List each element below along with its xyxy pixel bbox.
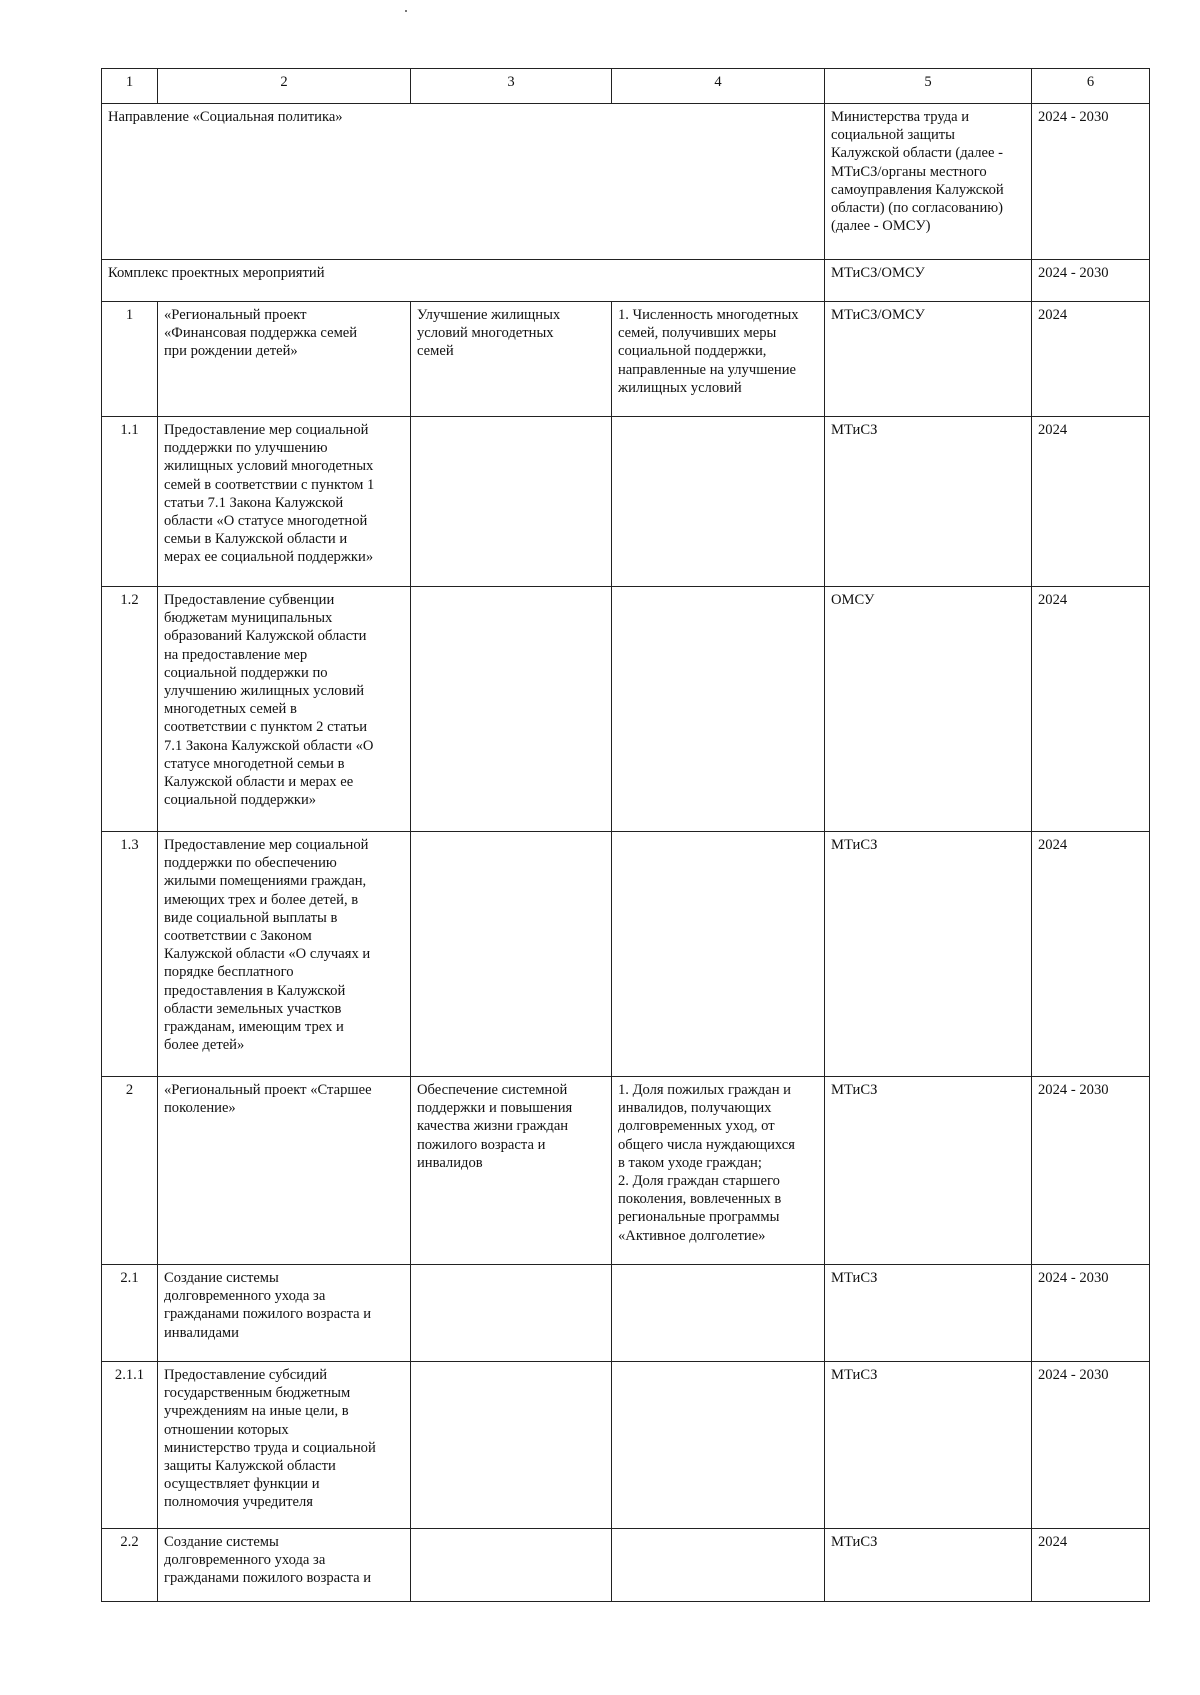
row-indicator: 1. Доля пожилых граждан и инвалидов, получающих долговременных уход, от общего числа нуждающихся в таком уходе граждан; 2. Доля граждан старшего поколения, вовлеченных в региональные программы «Активное долголетие» (612, 1077, 825, 1265)
row-responsible: МТиСЗ (825, 1362, 1032, 1529)
header-cell-3: 3 (411, 69, 612, 104)
header-row (102, 69, 1150, 104)
row-indicator: 1. Численность многодетных семей, получивших меры социальной поддержки, направленные на улучшение жилищных условий (612, 302, 825, 417)
table-row (102, 1265, 1150, 1362)
scan-dot (405, 10, 407, 12)
row-task (411, 1265, 612, 1362)
measures-table (101, 68, 1150, 1602)
complex-row (102, 260, 1150, 302)
row-task (411, 1529, 612, 1602)
table-row (102, 417, 1150, 587)
row-responsible: МТиСЗ (825, 1077, 1032, 1265)
row-task: Обеспечение системной поддержки и повышения качества жизни граждан пожилого возраста и инвалидов (411, 1077, 612, 1265)
row-name: Предоставление субсидий государственным бюджетным учреждениям на иные цели, в отношении которых министерство труда и социальной защиты Калужской области осуществляет функции и полномочия учредителя (158, 1362, 411, 1529)
row-name: «Региональный проект «Старшее поколение» (158, 1077, 411, 1265)
row-number: 2.1.1 (102, 1362, 158, 1529)
row-responsible: МТиСЗ (825, 1265, 1032, 1362)
row-responsible: МТиСЗ/ОМСУ (825, 302, 1032, 417)
header-cell-2: 2 (158, 69, 411, 104)
table-row (102, 302, 1150, 417)
direction-period: 2024 - 2030 (1032, 104, 1150, 260)
row-name: Создание системы долговременного ухода за гражданами пожилого возраста и (158, 1529, 411, 1602)
row-number: 1 (102, 302, 158, 417)
row-responsible: МТиСЗ (825, 832, 1032, 1077)
row-indicator (612, 1362, 825, 1529)
table-row (102, 1362, 1150, 1529)
header-cell-1: 1 (102, 69, 158, 104)
table-row (102, 587, 1150, 832)
row-number: 1.1 (102, 417, 158, 587)
table-row (102, 832, 1150, 1077)
row-task (411, 832, 612, 1077)
row-period: 2024 (1032, 417, 1150, 587)
row-indicator (612, 832, 825, 1077)
row-number: 2.2 (102, 1529, 158, 1602)
row-name: Предоставление мер социальной поддержки по улучшению жилищных условий многодетных семей в соответствии с пунктом 1 статьи 7.1 Закона Калужской области «О статусе многодетной семьи в Калужской области и мерах ее социальной поддержки» (158, 417, 411, 587)
row-name: «Региональный проект «Финансовая поддержка семей при рождении детей» (158, 302, 411, 417)
direction-responsible: Министерства труда и социальной защиты Калужской области (далее - МТиСЗ/органы местного самоуправления Калужской области) (по согласованию) (далее - ОМСУ) (825, 104, 1032, 260)
row-indicator (612, 587, 825, 832)
complex-responsible: МТиСЗ/ОМСУ (825, 260, 1032, 302)
row-period: 2024 (1032, 302, 1150, 417)
row-number: 1.2 (102, 587, 158, 832)
row-name: Предоставление субвенции бюджетам муниципальных образований Калужской области на предоставление мер социальной поддержки по улучшению жилищных условий многодетных семей в соответствии с пунктом 2 статьи 7.1 Закона Калужской области «О статусе многодетной семьи в Калужской области и мерах ее социальной поддержки» (158, 587, 411, 832)
header-cell-6: 6 (1032, 69, 1150, 104)
row-number: 2 (102, 1077, 158, 1265)
header-cell-5: 5 (825, 69, 1032, 104)
row-responsible: МТиСЗ (825, 1529, 1032, 1602)
complex-period: 2024 - 2030 (1032, 260, 1150, 302)
header-cell-4: 4 (612, 69, 825, 104)
row-period: 2024 - 2030 (1032, 1077, 1150, 1265)
complex-title: Комплекс проектных мероприятий (102, 260, 825, 302)
row-period: 2024 (1032, 1529, 1150, 1602)
direction-title: Направление «Социальная политика» (102, 104, 825, 260)
table-row (102, 1529, 1150, 1602)
row-period: 2024 - 2030 (1032, 1362, 1150, 1529)
row-task (411, 417, 612, 587)
row-number: 2.1 (102, 1265, 158, 1362)
row-indicator (612, 1265, 825, 1362)
row-name: Создание системы долговременного ухода за гражданами пожилого возраста и инвалидами (158, 1265, 411, 1362)
row-name: Предоставление мер социальной поддержки по обеспечению жилыми помещениями граждан, имеющих трех и более детей, в виде социальной выплаты в соответствии с Законом Калужской области «О случаях и порядке бесплатного предоставления в Калужской области земельных участков гражданам, имеющим трех и более детей» (158, 832, 411, 1077)
row-task (411, 1362, 612, 1529)
row-indicator (612, 417, 825, 587)
row-period: 2024 (1032, 587, 1150, 832)
row-task (411, 587, 612, 832)
row-period: 2024 - 2030 (1032, 1265, 1150, 1362)
row-responsible: ОМСУ (825, 587, 1032, 832)
row-indicator (612, 1529, 825, 1602)
row-period: 2024 (1032, 832, 1150, 1077)
row-responsible: МТиСЗ (825, 417, 1032, 587)
row-task: Улучшение жилищных условий многодетных семей (411, 302, 612, 417)
row-number: 1.3 (102, 832, 158, 1077)
table-row (102, 1077, 1150, 1265)
direction-row (102, 104, 1150, 260)
